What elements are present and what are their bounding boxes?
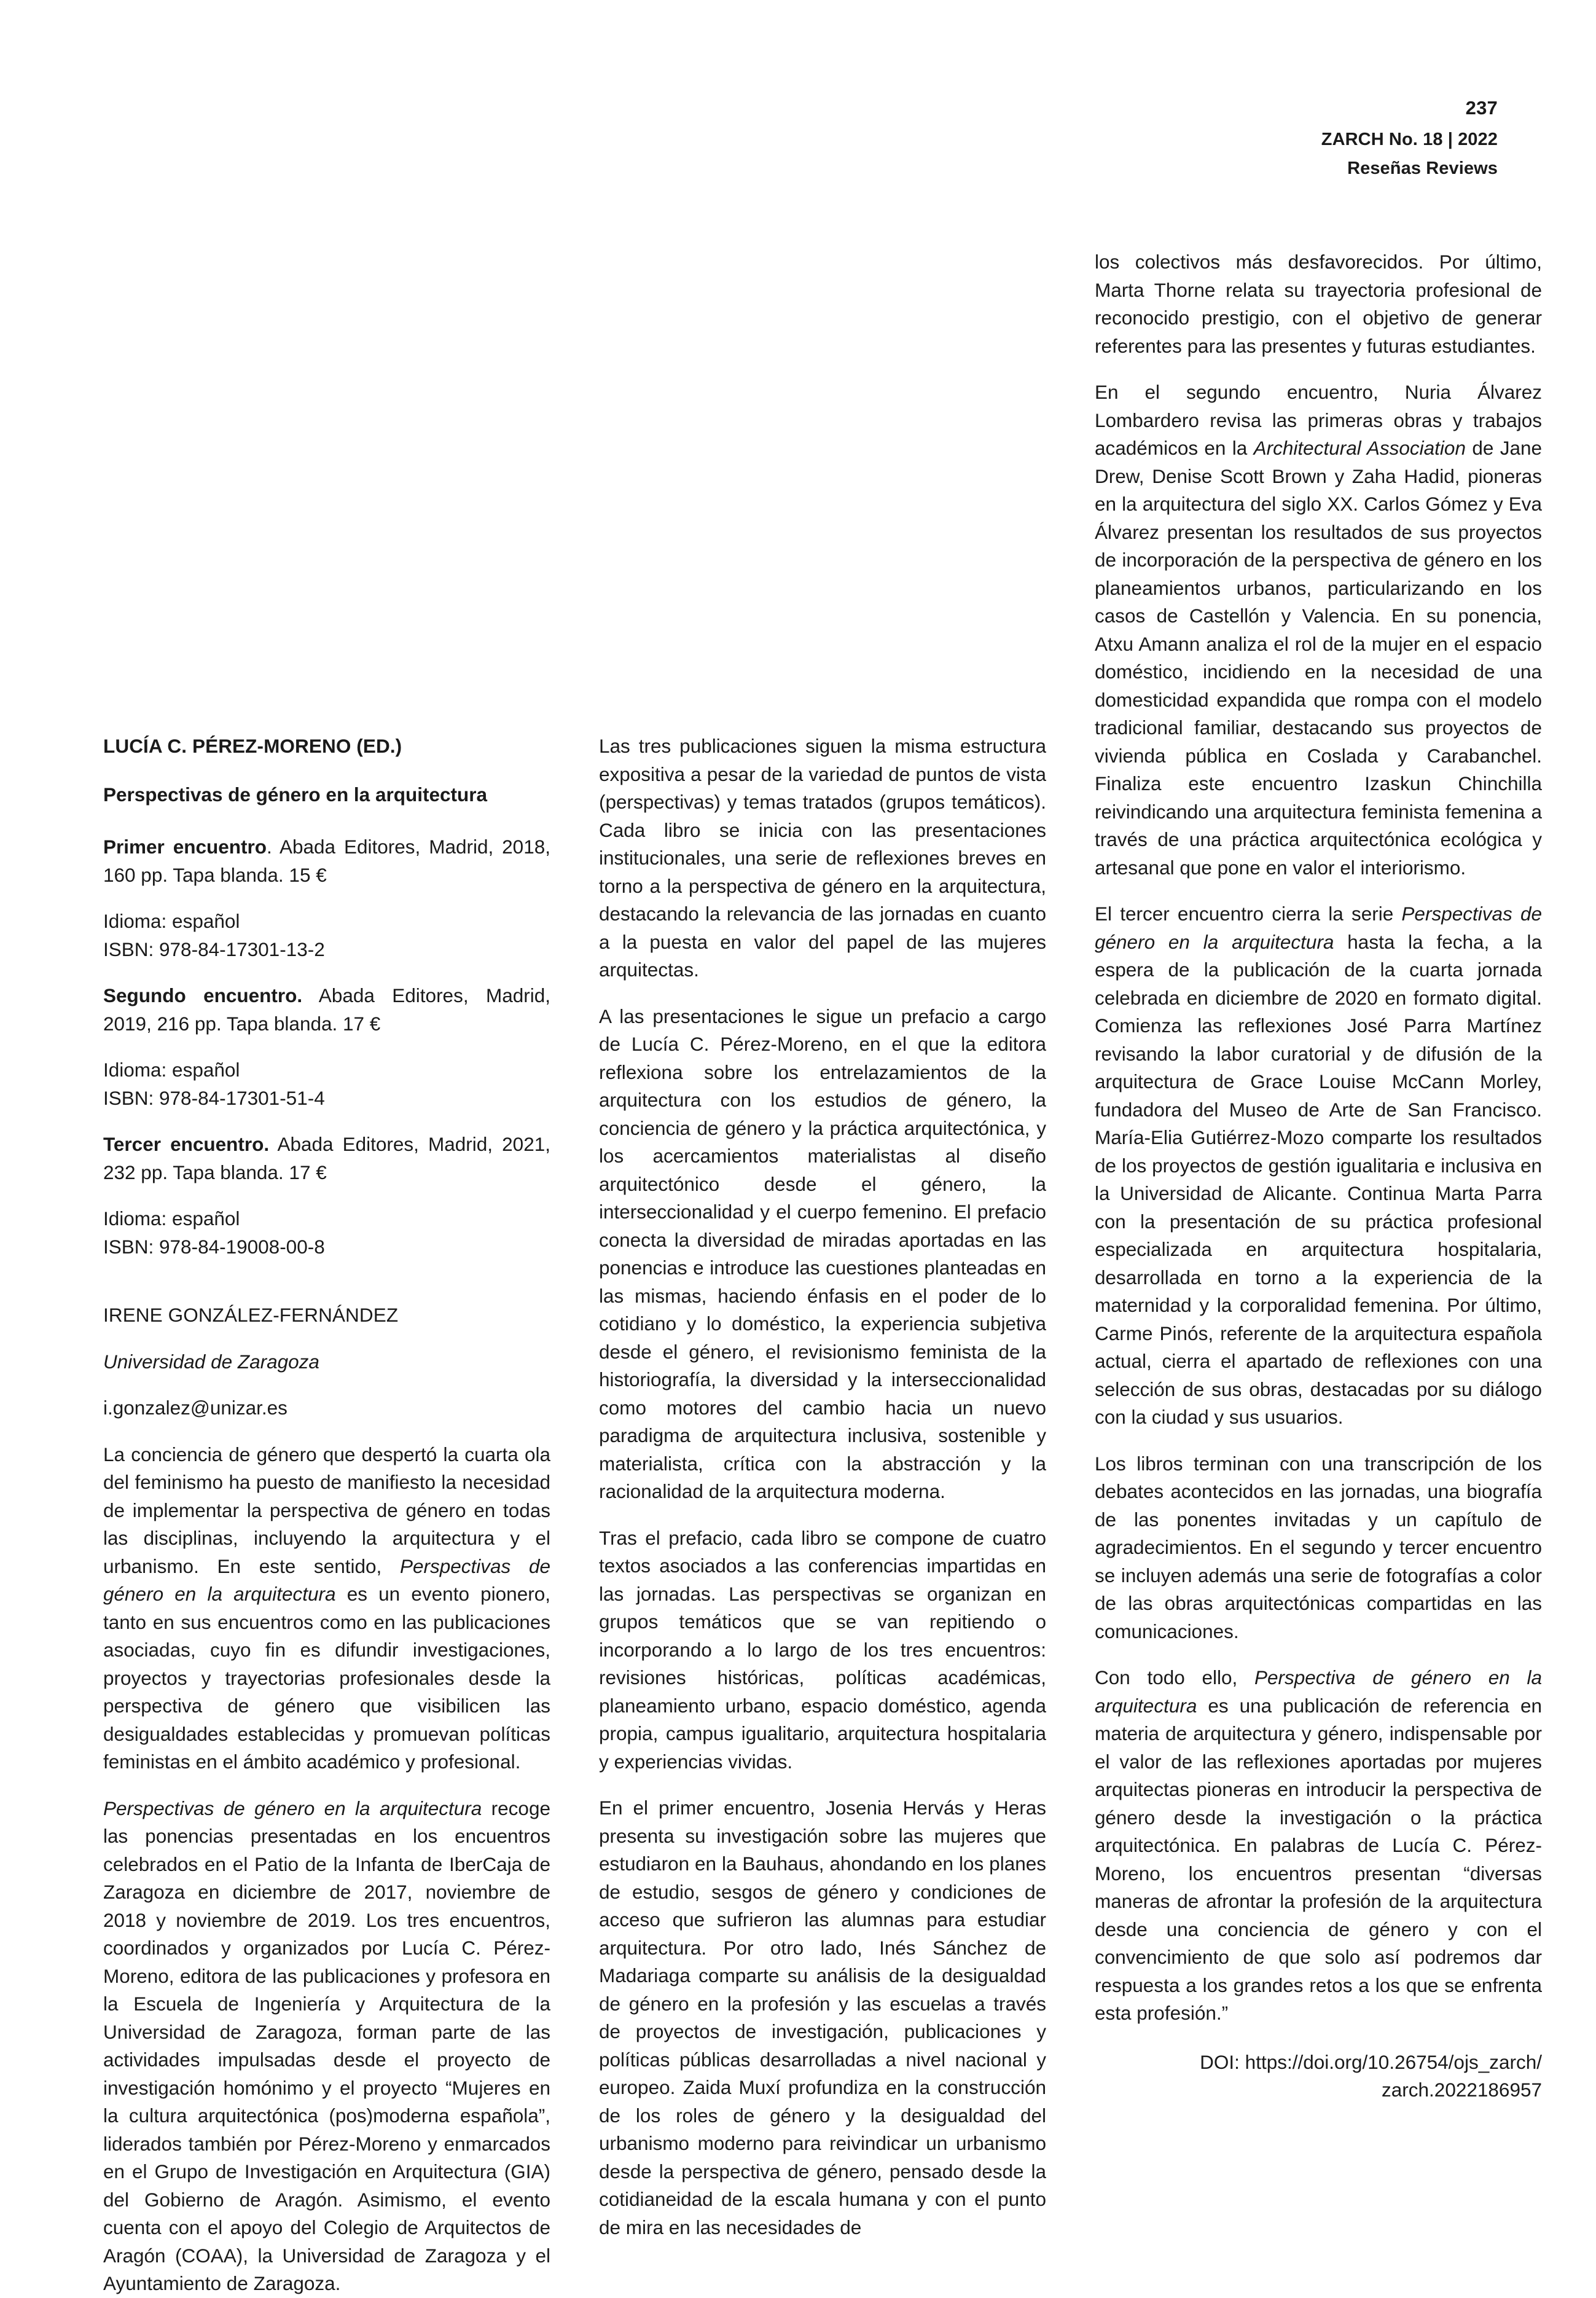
column-middle xyxy=(599,732,1046,2241)
reference-entry-1-isbn: ISBN: 978-84-17301-13-2 xyxy=(103,938,325,960)
left-paragraph-2 xyxy=(103,1795,550,2298)
running-head xyxy=(945,98,1498,178)
right-p2-part1: En el segundo encuentro, Nuria Álvarez Lombardero revisa las primeras obras y trabajos académicos en la xyxy=(1095,381,1542,459)
reference-entry-1-lead: Primer encuentro xyxy=(103,836,267,858)
mid-paragraph-3: Tras el prefacio, cada libro se compone de cuatro textos asociados a las conferencias impartidas en las jornadas. Las perspectivas se organizan en grupos temáticos que se van repitiendo o incorporando a lo largo de los tres encuentros: revisiones históricas, políticas académicas, planeamiento urbano, espacio doméstico, agenda propia, campus igualitario, arquitectura hospitalaria y experiencias vividas. xyxy=(599,1526,1046,1773)
right-p3-part1: El tercer encuentro cierra la serie xyxy=(1095,903,1402,925)
reference-entry-1-meta xyxy=(103,908,550,963)
right-p5-part1: Con todo ello, xyxy=(1095,1666,1254,1688)
right-p3-italic-title: Perspectivas de género en la arquitectura xyxy=(1095,903,1542,953)
right-p5-part2: es una publicación de referencia en materia de arquitectura y género, indispensable por el valor de las reflexiones aportadas por mujeres arquitectas pioneras en introducir la perspectiva de género desde la investigación o la práctica arquitectónica. En palabras de Lucía C. Pérez-Moreno, los encuentros presentan “diversas maneras de afrontar la profesión de la arquitectura desde una conciencia de género y con el convencimiento de que solo así podremos dar respuesta a los grandes retos a los que se enfrenta esta profesión.” xyxy=(1095,1694,1542,2024)
doi-line-2[interactable]: zarch.2022186957 xyxy=(1382,2079,1542,2101)
reference-entry-2-lead: Segundo encuentro. xyxy=(103,984,303,1006)
mid-paragraph-1: Las tres publicaciones siguen la misma estructura expositiva a pesar de la variedad de puntos de vista (perspectivas) y temas tratados (grupos temáticos). Cada libro se inicia con las presentaciones institucionales, una serie de reflexiones breves en torno a la perspectiva de género en la arquitectura, destacando la relevancia de las jornadas en cuanto a la puesta en valor del papel de las mujeres arquitectas. xyxy=(599,735,1046,981)
column-right xyxy=(1095,248,1542,2104)
right-paragraph-3 xyxy=(1095,900,1542,1432)
right-paragraph-2 xyxy=(1095,378,1542,882)
mid-paragraph-2: A las presentaciones le sigue un prefacio a cargo de Lucía C. Pérez-Moreno, en el que la editora reflexiona sobre los entrelazamientos de la arquitectura con los estudios de género, la conciencia de género y la práctica arquitectónica, y los acercamientos materialistas al diseño arquitectónico desde el género, la interseccionalidad y el cuerpo femenino. El prefacio conecta la diversidad de miradas aportadas en las ponencias e introduce las cuestiones planteadas en las mismas, haciendo énfasis en el poder de lo cotidiano y lo doméstico, la experiencia subjetiva desde el género, el revisionismo feminista de la historiografía, la diversidad y la interseccionalidad como motores del cambio hacia un nuevo paradigma de arquitectura inclusiva, sostenible y materialista, crítica con la abstracción y la racionalidad de la arquitectura moderna. xyxy=(599,1005,1046,1502)
left-p1-italic-title: Perspectivas de género en la arquitectura xyxy=(103,1555,550,1605)
reference-entry-1 xyxy=(103,833,550,889)
reference-entry-2 xyxy=(103,982,550,1038)
reference-entry-3 xyxy=(103,1131,550,1186)
left-p2-part2: recoge las ponencias presentadas en los encuentros celebrados en el Patio de la Infanta de IberCaja de Zaragoza en diciembre de 2017, noviembre de 2018 y noviembre de 2019. Los tres encuentros, coordinados y organizados por Lucía C. Pérez-Moreno, editora de las publicaciones y profesora en la Escuela de Ingeniería y Arquitectura de la Universidad de Zaragoza, forman parte de las actividades impulsadas desde el proyecto de investigación homónimo y el proyecto “Mujeres en la cultura arquitectónica (pos)moderna española”, liderados también por Pérez-Moreno y enmarcados en el Grupo de Investigación en Arquitectura (GIA) del Gobierno de Aragón. Asimismo, el evento cuenta con el apoyo del Colegio de Arquitectos de Aragón (COAA), la Universidad de Zaragoza y el Ayuntamiento de Zaragoza. xyxy=(103,1797,550,2294)
block-spacer xyxy=(103,1279,550,1301)
section-label: Reseñas Reviews xyxy=(1347,159,1498,178)
reference-entry-3-imprint: Abada Editores, Madrid, 2021, 232 pp. Tapa blanda. 17 € xyxy=(103,1133,550,1183)
right-p2-italic-title: Architectural Association xyxy=(1253,437,1466,459)
reviewer-email[interactable]: i.gonzalez@unizar.es xyxy=(103,1397,288,1419)
right-paragraph-4: Los libros terminan con una transcripción de los debates acontecidos en las jornadas, una biografía de las ponentes invitadas y un capítulo de agradecimientos. En el segundo y tercer encuentro se incluyen además una serie de fotografías a color de las obras arquitectónicas compartidas en las comunicaciones. xyxy=(1095,1452,1542,1642)
reference-author: LUCÍA C. PÉREZ-MORENO (ED.) xyxy=(103,735,402,757)
reference-entry-3-isbn: ISBN: 978-84-19008-00-8 xyxy=(103,1235,325,1258)
reference-entry-2-imprint: Abada Editores, Madrid, 2019, 216 pp. Tapa blanda. 17 € xyxy=(103,984,551,1035)
right-p5-italic-title: Perspectiva de género en la arquitectura xyxy=(1095,1666,1542,1717)
reference-entry-3-lead: Tercer encuentro. xyxy=(103,1133,270,1155)
doi-line-1[interactable]: DOI: https://doi.org/10.26754/ojs_zarch/ xyxy=(1200,2050,1542,2073)
mid-paragraph-4: En el primer encuentro, Josenia Hervás y Heras presenta su investigación sobre las mujeres que estudiaron en la Bauhaus, ahondando en los planes de estudio, sesgos de género y condiciones de acceso que sufrieron las alumnas para estudiar arquitectura. Por otro lado, Inés Sánchez de Madariaga comparte su análisis de la desigualdad de género en la profesión y las escuelas a través de proyectos de investigación, publicaciones y políticas públicas desarrolladas a nivel nacional y europeo. Zaida Muxí profundiza en la construcción de los roles de género y la desigualdad del urbanismo moderno para reivindicar un urbanismo desde la perspectiva de género, pensado desde la cotidianeidad de la escala humana y con el punto de mira en las necesidades de xyxy=(599,1797,1046,2238)
left-p1-part1: La conciencia de género que despertó la cuarta ola del feminismo ha puesto de manifiesto la necesidad de implementar la perspectiva de género en todas las disciplinas, incluyendo la arquitectura y el urbanismo. En este sentido, xyxy=(103,1443,550,1577)
reference-title: Perspectivas de género en la arquitectura xyxy=(103,783,488,806)
reviewer-name: IRENE GONZÁLEZ-FERNÁNDEZ xyxy=(103,1304,399,1326)
reviewer-affiliation: Universidad de Zaragoza xyxy=(103,1350,319,1373)
reference-entry-1-imprint: . Abada Editores, Madrid, 2018, 160 pp. Tapa blanda. 15 € xyxy=(103,836,550,886)
left-paragraph-1 xyxy=(103,1441,550,1776)
journal-issue-line: ZARCH No. 18 | 2022 xyxy=(1321,130,1498,149)
reference-entry-3-language: Idioma: español xyxy=(103,1207,240,1229)
doi-block[interactable] xyxy=(1095,2049,1542,2104)
reference-entry-2-meta xyxy=(103,1056,550,1112)
right-p3-part2: hasta la fecha, a la espera de la publicación de la cuarta jornada celebrada en diciembre de 2020 en formato digital. Comienza las reflexiones José Parra Martínez revisando la labor curatorial y de difusión de la arquitectura de Grace Louise McCann Morley, fundadora del Museo de Arte de San Francisco. María-Elia Gutiérrez-Mozo comparte los resultados de los proyectos de gestión igualitaria e inclusiva en la Universidad de Alicante. Continua Marta Parra con la presentación de su práctica profesional especializada en arquitectura hospitalaria, desarrollada en torno a la experiencia de la maternidad y la corporalidad femenina. Por último, Carme Pinós, referente de la arquitectura española actual, cierra el apartado de reflexiones con una selección de sus obras, destacadas por su diálogo con la ciudad y sus usuarios. xyxy=(1095,930,1542,1428)
column-left xyxy=(103,732,550,2298)
left-p2-italic-title: Perspectivas de género en la arquitectura xyxy=(103,1797,482,1819)
reference-entry-1-language: Idioma: español xyxy=(103,910,240,932)
left-p1-part2: es un evento pionero, tanto en sus encuentros como en las publicaciones asociadas, cuyo fin es difundir investigaciones, proyectos y trayectorias profesionales desde la perspectiva de género que visibilicen las desigualdades establecidas y promuevan políticas feministas en el ámbito académico y profesional. xyxy=(103,1583,550,1773)
right-p2-part2: de Jane Drew, Denise Scott Brown y Zaha Hadid, pioneras en la arquitectura del siglo XX. Carlos Gómez y Eva Álvarez presentan los resultados de sus proyectos de incorporación de la perspectiva de género en los planeamientos urbanos, particularizando en los casos de Castellón y Valencia. En su ponencia, Atxu Amann analiza el rol de la mujer en el espacio doméstico, incidiendo en la necesidad de una domesticidad expandida que rompa con el modelo tradicional familiar, destacando sus proyectos de vivienda pública en Coslada y Carabanchel. Finaliza este encuentro Izaskun Chinchilla reivindicando una arquitectura feminista femenina a través de una práctica arquitectónica ecológica y artesanal que pone en valor el interiorismo. xyxy=(1095,437,1542,879)
reference-entry-3-meta xyxy=(103,1205,550,1261)
right-paragraph-1: los colectivos más desfavorecidos. Por último, Marta Thorne relata su trayectoria profesional de reconocido prestigio, con el objetivo de generar referentes para las presentes y futuras estudiantes. xyxy=(1095,251,1542,357)
reference-entry-2-language: Idioma: español xyxy=(103,1059,240,1081)
page-number: 237 xyxy=(1465,97,1498,119)
reference-entry-2-isbn: ISBN: 978-84-17301-51-4 xyxy=(103,1086,325,1109)
right-paragraph-5 xyxy=(1095,1664,1542,2028)
